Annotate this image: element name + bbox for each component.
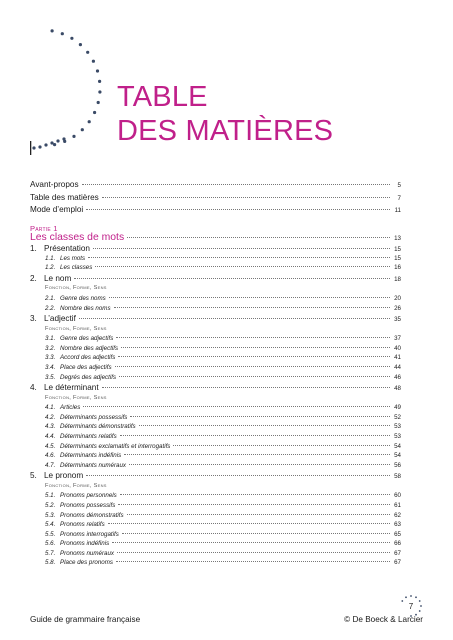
decor-dot [51, 29, 54, 32]
decor-dot [32, 146, 35, 149]
entry-label: 3.5. Degrés des adjectifs [45, 373, 117, 381]
entry-number: 5.5. [45, 530, 56, 538]
entry-number: 5.7. [45, 549, 56, 557]
entry-label: 5.6. Pronoms indéfinis [45, 540, 110, 548]
leader-dots [109, 297, 390, 298]
section-entry[interactable] [30, 550, 401, 560]
entry-number: 4.7. [45, 461, 56, 469]
left-bar-mark [30, 141, 31, 155]
page-number: 37 [394, 335, 401, 343]
badge-dot [405, 596, 407, 598]
page-number: 67 [394, 559, 401, 567]
entry-number: 3.5. [45, 373, 56, 381]
entry-number: 5.6. [45, 540, 56, 548]
badge-dot [420, 605, 422, 607]
page-number: 26 [394, 304, 401, 312]
page-number: 61 [394, 501, 401, 509]
leader-dots [118, 504, 390, 505]
entry-label: 5.5. Pronoms interrogatifs [45, 530, 119, 538]
front-matter-entry[interactable] [30, 180, 401, 193]
decor-dot [81, 128, 84, 131]
page-number: 54 [394, 452, 401, 460]
section-entry[interactable] [30, 512, 401, 522]
leader-dots [119, 376, 390, 377]
part-label: Partie 1 [30, 223, 58, 232]
decor-dot [70, 37, 73, 40]
section-entry[interactable] [30, 414, 401, 424]
section-entry[interactable] [30, 404, 401, 414]
page-number: 18 [394, 276, 401, 284]
leader-dots [120, 435, 390, 436]
entry-label: Avant-propos [30, 180, 79, 189]
page-number-text: 7 [408, 602, 414, 611]
footer-publisher: © De Boeck & Larcier [344, 615, 423, 624]
badge-dot [415, 596, 417, 598]
decor-dot [93, 111, 96, 114]
page-number: 63 [394, 521, 401, 529]
page-number: 49 [394, 404, 401, 412]
leader-dots [130, 416, 390, 417]
leader-dots [112, 542, 390, 543]
section-entry[interactable] [30, 335, 401, 345]
entry-label: 1.2. Les classes [45, 264, 93, 272]
leader-dots [86, 209, 390, 210]
section-entry[interactable] [30, 492, 401, 502]
leader-dots [127, 237, 390, 238]
decor-dot [88, 120, 91, 123]
page-number: 54 [394, 442, 401, 450]
chapter-entry[interactable] [30, 383, 401, 394]
leader-dots [88, 257, 390, 258]
section-entry[interactable] [30, 540, 401, 550]
entry-label: 4.5. Déterminants exclamatifs et interrogatifs [45, 442, 171, 450]
entry-number: 4.4. [45, 432, 56, 440]
decor-dot [61, 32, 64, 35]
leader-dots [79, 318, 390, 319]
entry-label: 1. Présentation [30, 243, 90, 253]
entry-label: Table des matières [30, 192, 99, 202]
part-title-row[interactable] [30, 232, 401, 244]
entry-label: 5.7. Pronoms numéraux [45, 549, 114, 557]
part-title: Les classes de mots [30, 231, 125, 243]
decor-dot [79, 43, 82, 46]
entry-number: 3.1. [45, 335, 56, 343]
page-number: 46 [394, 373, 401, 381]
chapter-list [30, 244, 401, 570]
entry-label: 5.3. Pronoms démonstratifs [45, 511, 124, 519]
title-line-1: TABLE [117, 81, 208, 113]
entry-number: 4.2. [45, 413, 56, 421]
entry-label: 4.6. Déterminants indéfinis [45, 452, 122, 460]
entry-number: 1.1. [45, 254, 56, 262]
leader-dots [83, 406, 390, 407]
leader-dots [116, 337, 390, 338]
chapter-entry[interactable] [30, 471, 401, 482]
decor-dot [56, 139, 59, 142]
entry-number: 1.2. [45, 264, 56, 272]
leader-dots [120, 494, 390, 495]
section-entry[interactable] [30, 354, 401, 364]
front-matter-entry[interactable] [30, 205, 401, 218]
entry-number: 2.1. [45, 295, 56, 303]
leader-dots [86, 475, 390, 476]
section-entry[interactable] [30, 264, 401, 274]
badge-dot [401, 600, 403, 602]
entry-label: 2.1. Genre des noms [45, 295, 106, 303]
page-number: 7 [397, 194, 401, 202]
section-entry[interactable] [30, 305, 401, 315]
section-entry[interactable] [30, 502, 401, 512]
leader-dots [116, 561, 390, 562]
chapter-caption: Fonction, Forme, Sens [45, 325, 107, 332]
entry-number: 2.2. [45, 304, 56, 312]
decor-dot [44, 143, 47, 146]
page-number: 5 [397, 182, 401, 189]
entry-label: 4.7. Déterminants numéraux [45, 461, 127, 469]
page-number: 66 [394, 540, 401, 548]
entry-number: 4.1. [45, 404, 56, 412]
entry-label: 3.2. Nombre des adjectifs [45, 344, 119, 352]
entry-label: 3. L’adjectif [30, 314, 76, 324]
leader-dots [118, 356, 390, 357]
entry-label: 5.4. Pronoms relatifs [45, 521, 105, 529]
section-entry[interactable] [30, 521, 401, 531]
section-entry[interactable] [30, 443, 401, 453]
decor-dot [72, 135, 75, 138]
leader-dots [108, 523, 390, 524]
page-number: 11 [394, 207, 401, 214]
leader-dots [173, 445, 390, 446]
table-of-contents [30, 180, 401, 569]
section-entry[interactable] [30, 462, 401, 472]
page-number: 65 [394, 530, 401, 538]
page-number: 35 [394, 316, 401, 324]
entry-number: 4. [30, 383, 37, 393]
page-number: 52 [394, 413, 401, 421]
chapter-entry[interactable] [30, 314, 401, 325]
title-line-2: DES MATIÈRES [117, 115, 334, 147]
front-matter-list [30, 180, 401, 218]
leader-dots [129, 464, 390, 465]
leader-dots [139, 425, 390, 426]
leader-dots [127, 514, 390, 515]
section-entry[interactable] [30, 295, 401, 305]
leader-dots [114, 307, 390, 308]
page-number: 67 [394, 549, 401, 557]
leader-dots [124, 454, 390, 455]
section-entry[interactable] [30, 433, 401, 443]
entry-number: 5.3. [45, 511, 56, 519]
decor-dot [86, 51, 89, 54]
page-number: 40 [394, 344, 401, 352]
page-title [117, 80, 333, 148]
entry-label: 4.2. Déterminants possessifs [45, 413, 128, 421]
entry-number: 3.4. [45, 364, 56, 372]
leader-dots [93, 248, 390, 249]
leader-dots [122, 533, 390, 534]
decor-dot [96, 69, 99, 72]
entry-label: 3.3. Accord des adjectifs [45, 354, 116, 362]
badge-dot [419, 610, 421, 612]
leader-dots [115, 366, 390, 367]
entry-number: 4.6. [45, 452, 56, 460]
entry-label: 2.2. Nombre des noms [45, 304, 111, 312]
footer-book-title: Guide de grammaire française [30, 615, 141, 624]
decor-dot [92, 60, 95, 63]
entry-label: 4.3. Déterminants démonstratifs [45, 423, 136, 431]
section-entry[interactable] [30, 423, 401, 433]
entry-number: 4.5. [45, 442, 56, 450]
decor-dot [38, 145, 41, 148]
leader-dots [82, 184, 390, 185]
entry-number: 2. [30, 274, 37, 284]
page-number: 60 [394, 492, 401, 500]
entry-number: 5.4. [45, 521, 56, 529]
decor-dot [98, 80, 101, 83]
decor-dot [62, 137, 65, 140]
chapter-caption: Fonction, Forme, Sens [45, 394, 107, 401]
chapter-entry[interactable] [30, 274, 401, 285]
entry-label: 4. Le déterminant [30, 383, 99, 393]
entry-number: 4.3. [45, 423, 56, 431]
decor-dot [98, 90, 101, 93]
leader-dots [95, 266, 390, 267]
section-entry[interactable] [30, 531, 401, 541]
decor-dot [97, 101, 100, 104]
chapter-caption: Fonction, Forme, Sens [45, 285, 107, 292]
section-entry[interactable] [30, 364, 401, 374]
page-number: 53 [394, 423, 401, 431]
section-entry[interactable] [30, 345, 401, 355]
entry-label: 4.4. Déterminants relatifs [45, 432, 117, 440]
chapter-caption: Fonction, Forme, Sens [45, 482, 107, 489]
entry-number: 3.3. [45, 354, 56, 362]
entry-label: 1.1. Les mots [45, 254, 86, 262]
page-number: 48 [394, 385, 401, 393]
entry-label: 2. Le nom [30, 274, 72, 284]
entry-label: 3.4. Place des adjectifs [45, 364, 112, 372]
entry-label: 5.1. Pronoms personnels [45, 492, 117, 500]
section-entry[interactable] [30, 452, 401, 462]
page-number: 15 [394, 245, 401, 253]
page-number: 53 [394, 432, 401, 440]
chapter-entry[interactable] [30, 244, 401, 255]
dotted-arc-decoration [0, 0, 130, 160]
leader-dots [102, 387, 390, 388]
page-number: 15 [394, 254, 401, 262]
entry-label: 3.1. Genre des adjectifs [45, 335, 114, 343]
page-number: 16 [394, 264, 401, 272]
section-entry[interactable] [30, 374, 401, 384]
entry-number: 3.2. [45, 344, 56, 352]
page-number: 62 [394, 511, 401, 519]
entry-label: Mode d’emploi [30, 205, 84, 214]
page-number: 44 [394, 364, 401, 372]
entry-label: 5.2. Pronoms possessifs [45, 501, 116, 509]
front-matter-entry[interactable] [30, 193, 401, 206]
entry-number: 5.8. [45, 559, 56, 567]
badge-dot [410, 595, 412, 597]
leader-dots [117, 552, 390, 553]
page-number: 20 [394, 295, 401, 303]
entry-number: 5. [30, 471, 37, 481]
decor-dot [50, 141, 53, 144]
badge-dot [419, 600, 421, 602]
entry-label: 5. Le pronom [30, 471, 84, 481]
entry-number: 3. [30, 314, 37, 324]
page-number: 58 [394, 473, 401, 481]
page-number: 13 [394, 234, 401, 242]
section-entry[interactable] [30, 559, 401, 569]
leader-dots [121, 347, 390, 348]
section-entry[interactable] [30, 255, 401, 265]
page-number: 56 [394, 461, 401, 469]
entry-label: 5.8. Place des pronoms [45, 559, 113, 567]
leader-dots [74, 278, 390, 279]
entry-number: 1. [30, 243, 37, 253]
leader-dots [102, 197, 390, 198]
entry-number: 5.1. [45, 492, 56, 500]
entry-number: 5.2. [45, 501, 56, 509]
page-number: 41 [394, 354, 401, 362]
entry-label: 4.1. Articles [45, 404, 81, 412]
